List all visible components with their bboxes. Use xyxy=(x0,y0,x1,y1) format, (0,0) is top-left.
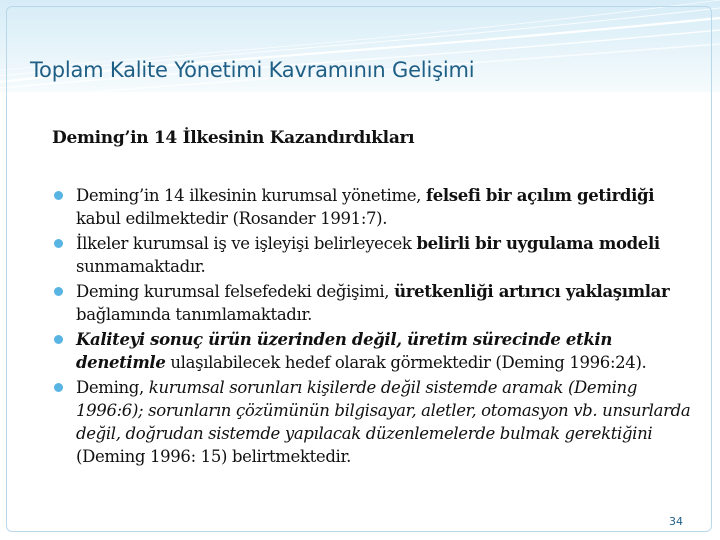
bullet-text-segment: ulaşılabilecek hedef olarak görmektedir (Deming 1996:24). xyxy=(165,353,647,372)
bullet-text-segment: kabul edilmektedir (Rosander 1991:7). xyxy=(76,209,388,228)
slide-subtitle: Deming’in 14 İlkesinin Kazandırdıkları xyxy=(52,128,415,148)
bullet-dot-icon xyxy=(54,383,63,392)
bullet-text-segment: Deming, xyxy=(76,378,149,397)
bullet-text-italic: kurumsal sorunları kişilerde değil sistemde aramak (Deming 1996:6); sorunların çözümünün bilgisayar, aletler, otomasyon vb. unsurlarda değil, doğrudan sistemde yapılacak düzenlemelerde bulmak gerektiğini xyxy=(76,378,691,443)
bullet-text-segment: sunmamaktadır. xyxy=(76,257,206,276)
bullet-item xyxy=(52,280,692,326)
bullet-dot-icon xyxy=(54,335,63,344)
bullet-text-bold: belirli bir uygulama modeli xyxy=(416,234,660,253)
bullet-text-segment: Deming’in 14 ilkesinin kurumsal yönetime, xyxy=(76,186,426,205)
bullet-item xyxy=(52,184,692,230)
bullet-item xyxy=(52,328,692,374)
bullet-dot-icon xyxy=(54,239,63,248)
bullet-text-bold: felsefi bir açılım getirdiği xyxy=(425,186,655,205)
bullet-text-segment: bağlamında tanımlamaktadır. xyxy=(76,305,313,324)
bullet-list xyxy=(52,184,692,470)
bullet-dot-icon xyxy=(54,287,63,296)
page-number: 34 xyxy=(669,515,683,528)
bullet-item xyxy=(52,376,692,468)
bullet-text-bold-italic: Kaliteyi sonuç ürün üzerinden değil, üretim sürecinde etkin denetimle xyxy=(76,330,612,372)
bullet-text-segment: Deming kurumsal felsefedeki değişimi, xyxy=(76,282,395,301)
bullet-text-segment: İlkeler kurumsal iş ve işleyişi belirleyecek xyxy=(76,234,417,253)
slide-title: Toplam Kalite Yönetimi Kavramının Gelişimi xyxy=(30,58,475,82)
bullet-text-bold: üretkenliği artırıcı yaklaşımlar xyxy=(394,282,670,301)
bullet-item xyxy=(52,232,692,278)
bullet-text-segment: (Deming 1996: 15) belirtmektedir. xyxy=(76,447,352,466)
bullet-dot-icon xyxy=(54,191,63,200)
